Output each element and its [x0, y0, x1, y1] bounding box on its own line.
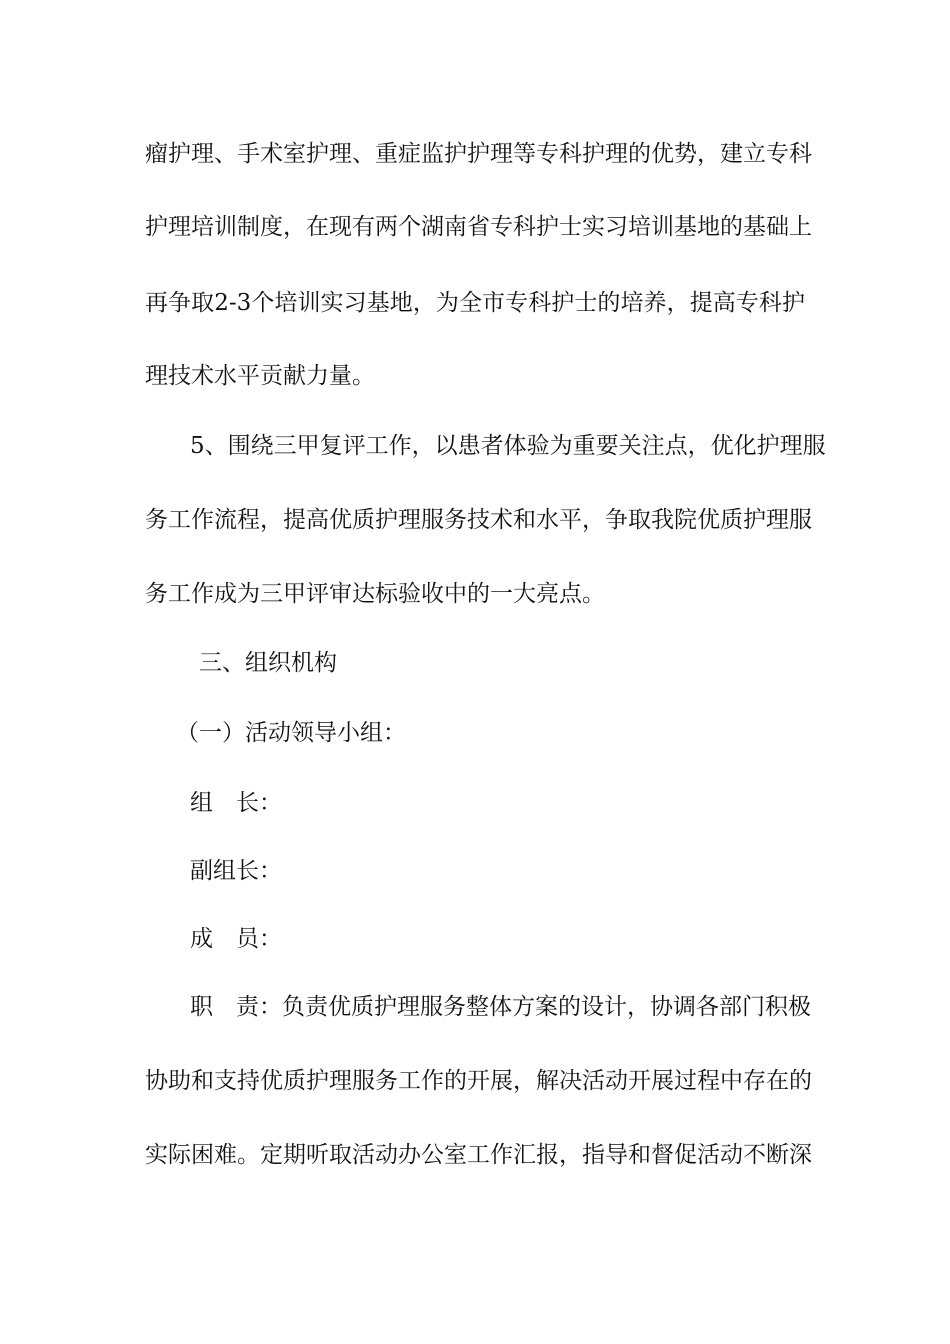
item-5-line-3: 务工作成为三甲评审达标验收中的一大亮点。: [145, 581, 605, 607]
deputy-leader-label: 副组长：: [190, 858, 282, 884]
duties-line-1: 职 责：负责优质护理服务整体方案的设计，协调各部门积极: [190, 994, 811, 1020]
paragraph-line-3: 再争取2-3个培训实习基地，为全市专科护士的培养，提高专科护: [145, 290, 805, 316]
duties-line-3: 实际困难。定期听取活动办公室工作汇报，指导和督促活动不断深: [145, 1142, 812, 1168]
paragraph-line-1: 瘤护理、手术室护理、重症监护护理等专科护理的优势，建立专科: [145, 141, 812, 167]
item-5-line-2: 务工作流程，提高优质护理服务技术和水平，争取我院优质护理服: [145, 507, 812, 533]
subsection-heading: （一）活动领导小组：: [176, 720, 406, 746]
group-leader-label: 组 长：: [190, 790, 282, 816]
paragraph-line-4: 理技术水平贡献力量。: [145, 363, 375, 389]
members-label: 成 员：: [190, 926, 282, 952]
paragraph-line-2: 护理培训制度，在现有两个湖南省专科护士实习培训基地的基础上: [145, 214, 812, 240]
item-5-line-1: 5、围绕三甲复评工作，以患者体验为重要关注点，优化护理服: [190, 433, 826, 459]
section-heading: 三、组织机构: [199, 650, 337, 676]
duties-line-2: 协助和支持优质护理服务工作的开展，解决活动开展过程中存在的: [145, 1068, 812, 1094]
